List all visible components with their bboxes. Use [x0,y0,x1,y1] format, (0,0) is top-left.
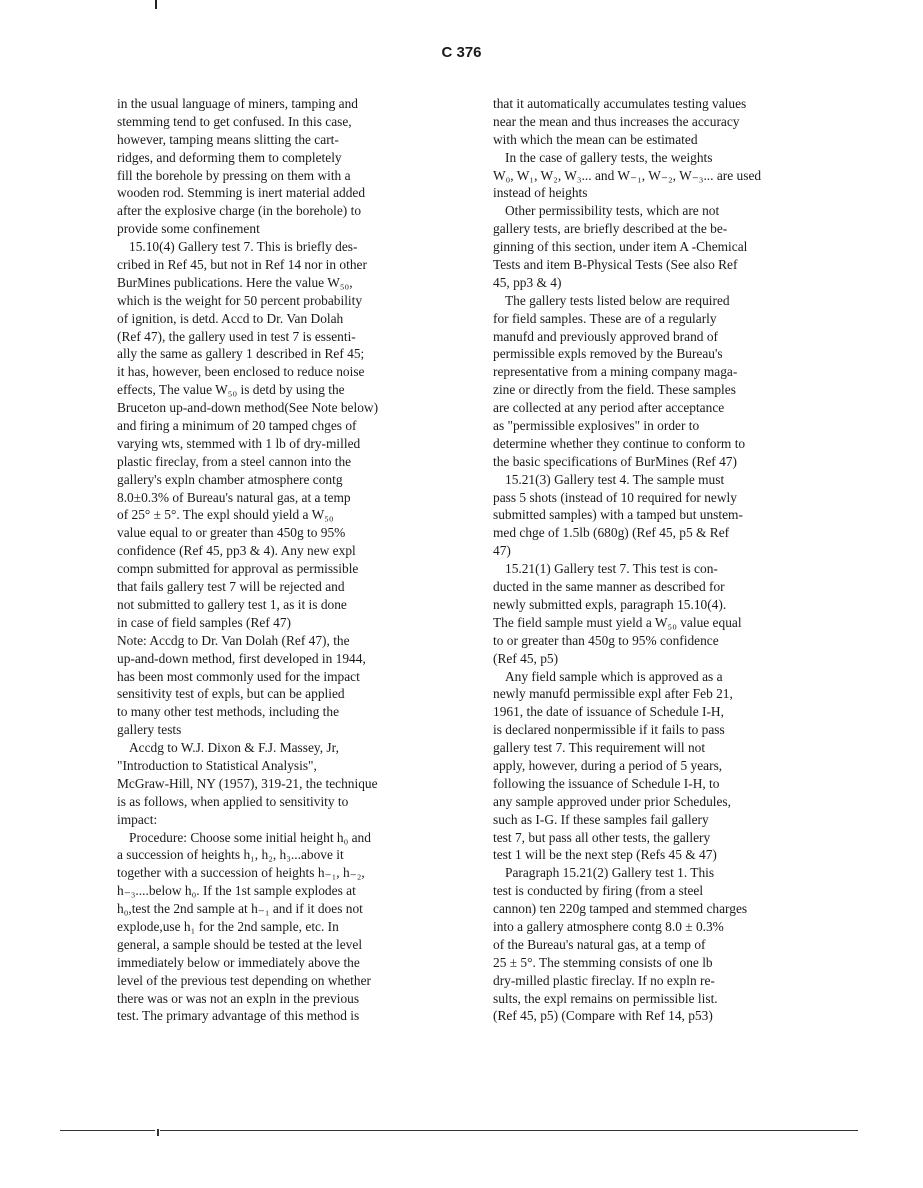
footer-rule-tick [157,1129,159,1136]
text-line: the basic specifications of BurMines (Ref 47) [493,453,737,469]
text-line: of 25° ± 5°. The expl should yield a W₅₀ [117,507,334,523]
left-column [117,95,442,1025]
text-line: BurMines publications. Here the value W₅₀, [117,274,353,290]
text-line: test 7, but pass all other tests, the gallery [493,829,711,845]
text-line: and firing a minimum of 20 tamped chges of [117,418,357,434]
text-line: of the Bureau's natural gas, at a temp of [493,936,706,952]
text-line: of ignition, is detd. Accd to Dr. Van Dolah [117,310,344,326]
text-line: "Introduction to Statistical Analysis", [117,757,317,773]
text-line: 8.0±0.3% of Bureau's natural gas, at a temp [117,489,351,505]
text-line: to or greater than 450g to 95% confidence [493,632,719,648]
text-line: varying wts, stemmed with 1 lb of dry-milled [117,435,361,451]
text-line: has been most commonly used for the impact [117,668,360,684]
text-line: that fails gallery test 7 will be rejected and [117,579,345,595]
text-line: stemming tend to get confused. In this case, [117,113,352,129]
text-line: sensitivity test of expls, but can be applied [117,686,345,702]
text-line: Tests and item B-Physical Tests (See also Ref [493,257,738,273]
text-line: Note: Accdg to Dr. Van Dolah (Ref 47), the [117,632,350,648]
text-line: for field samples. These are of a regularly [493,310,717,326]
text-line: impact: [117,811,158,827]
text-line: Paragraph 15.21(2) Gallery test 1. This [505,865,715,881]
text-line: wooden rod. Stemming is inert material added [117,185,366,201]
text-line: such as I-G. If these samples fail gallery [493,811,709,827]
text-line: 47) [493,543,511,559]
text-line: that it automatically accumulates testing values [493,96,747,111]
text-line: Procedure: Choose some initial height h₀ and [129,829,371,845]
text-line: near the mean and thus increases the accuracy [493,113,740,129]
text-line: The field sample must yield a W₅₀ value equal [493,614,742,630]
text-line: sults, the expl remains on permissible list. [493,990,718,1006]
text-line: (Ref 45, p5) [493,650,559,666]
page-number: C 376 [441,44,482,61]
text-line: it has, however, been enclosed to reduce noise [117,364,365,380]
text-line: explode,use h₁ for the 2nd sample, etc. In [117,918,339,934]
text-line: newly manufd permissible expl after Feb 21, [493,686,733,702]
text-line: Any field sample which is approved as a [505,668,723,684]
text-line: McGraw-Hill, NY (1957), 319-21, the technique [117,775,378,791]
text-line: 15.21(1) Gallery test 7. This test is con- [505,561,718,577]
text-line: test. The primary advantage of this method is [117,1008,360,1024]
text-line: immediately below or immediately above the [117,954,360,970]
text-line: not submitted to gallery test 1, as it is done [117,596,347,612]
text-line: there was or was not an expln in the previous [117,990,360,1006]
text-line: (Ref 45, p5) (Compare with Ref 14, p53) [493,1008,713,1024]
text-line: up-and-down method, first developed in 1944, [117,650,366,666]
text-line: are collected at any period after acceptance [493,400,725,416]
text-line: into a gallery atmosphere contg 8.0 ± 0.3% [493,918,724,934]
text-line: any sample approved under prior Schedules, [493,793,731,809]
text-line: W₀, W₁, W₂, W₃... and W₋₁, W₋₂, W₋₃... are used [493,167,762,183]
text-line: instead of heights [493,185,588,201]
text-line: test is conducted by firing (from a steel [493,883,704,899]
text-line: The gallery tests listed below are required [505,292,730,308]
right-column [493,95,823,1025]
text-line: determine whether they continue to conform to [493,435,746,451]
text-line: level of the previous test depending on whether [117,972,371,988]
text-line: gallery tests, are briefly described at the be- [493,221,728,237]
text-line: confidence (Ref 45, pp3 & 4). Any new expl [117,543,356,559]
text-line: 1961, the date of issuance of Schedule I-H, [493,704,724,720]
text-line: h₀,test the 2nd sample at h₋₁ and if it does not [117,901,363,917]
text-line: dry-milled plastic fireclay. If no expln re- [493,972,715,988]
text-line: cannon) ten 220g tamped and stemmed charges [493,901,748,917]
text-line: ally the same as gallery 1 described in Ref 45; [117,346,365,362]
text-line: fill the borehole by pressing on them with a [117,167,351,183]
text-line: newly submitted expls, paragraph 15.10(4). [493,596,727,612]
text-line: as "permissible explosives" in order to [493,418,700,434]
text-line: permissible expls removed by the Bureau's [493,346,723,362]
text-line: a succession of heights h₁, h₂, h₃...above it [117,847,344,863]
text-line: 45, pp3 & 4) [493,274,562,290]
text-line: test 1 will be the next step (Refs 45 & 47) [493,847,717,863]
text-line: to many other test methods, including the [117,704,340,720]
text-line: ridges, and deforming them to completely [117,149,342,165]
text-line: 15.21(3) Gallery test 4. The sample must [505,471,725,487]
text-line: which is the weight for 50 percent probability [117,292,363,308]
text-line: after the explosive charge (in the borehole) to [117,203,362,219]
footer-rule-right [160,1130,858,1131]
text-line: Accdg to W.J. Dixon & F.J. Massey, Jr, [129,740,339,756]
text-line: 25 ± 5°. The stemming consists of one lb [493,954,713,970]
text-line: plastic fireclay, from a steel cannon into the [117,453,352,469]
footer-rule-left [60,1130,155,1131]
text-line: gallery tests [117,722,182,738]
text-line: pass 5 shots (instead of 10 required for newly [493,489,737,505]
text-line: med chge of 1.5lb (680g) (Ref 45, p5 & Ref [493,525,730,541]
text-line: compn submitted for approval as permissible [117,561,359,577]
text-line: submitted samples) with a tamped but unstem- [493,507,743,523]
text-line: with which the mean can be estimated [493,131,698,147]
text-line: apply, however, during a period of 5 years, [493,757,723,773]
text-line: provide some confinement [117,221,260,237]
text-line: gallery's expln chamber atmosphere contg [117,471,343,487]
text-line: effects, The value W₅₀ is detd by using the [117,382,345,398]
text-line: general, a sample should be tested at the level [117,936,363,952]
text-line: value equal to or greater than 450g to 95% [117,525,346,541]
text-line: zine or directly from the field. These samples [493,382,736,398]
text-line: ginning of this section, under item A -Chemical [493,239,748,255]
text-line: in case of field samples (Ref 47) [117,614,292,630]
text-line: following the issuance of Schedule I-H, to [493,775,720,791]
text-line: representative from a mining company maga- [493,364,738,380]
text-line: together with a succession of heights h₋₁, h₋₂, [117,865,365,881]
text-line: in the usual language of miners, tamping and [117,96,358,111]
text-line: manufd and previously approved brand of [493,328,718,344]
text-line: is as follows, when applied to sensitivity to [117,793,349,809]
text-line: 15.10(4) Gallery test 7. This is briefly des- [129,239,358,255]
text-line: cribed in Ref 45, but not in Ref 14 nor in other [117,257,367,273]
text-line: In the case of gallery tests, the weights [505,149,713,165]
text-line: h₋₃....below h₀. If the 1st sample explodes at [117,883,356,899]
text-line: Other permissibility tests, which are not [505,203,720,219]
top-registration-mark [155,0,157,9]
text-line: Bruceton up-and-down method(See Note below) [117,400,379,416]
text-line: gallery test 7. This requirement will not [493,740,706,756]
text-line: however, tamping means slitting the cart- [117,131,339,147]
text-line: is declared nonpermissible if it fails to pass [493,722,725,738]
text-line: ducted in the same manner as described for [493,579,725,595]
text-line: (Ref 47), the gallery used in test 7 is essenti- [117,328,356,344]
